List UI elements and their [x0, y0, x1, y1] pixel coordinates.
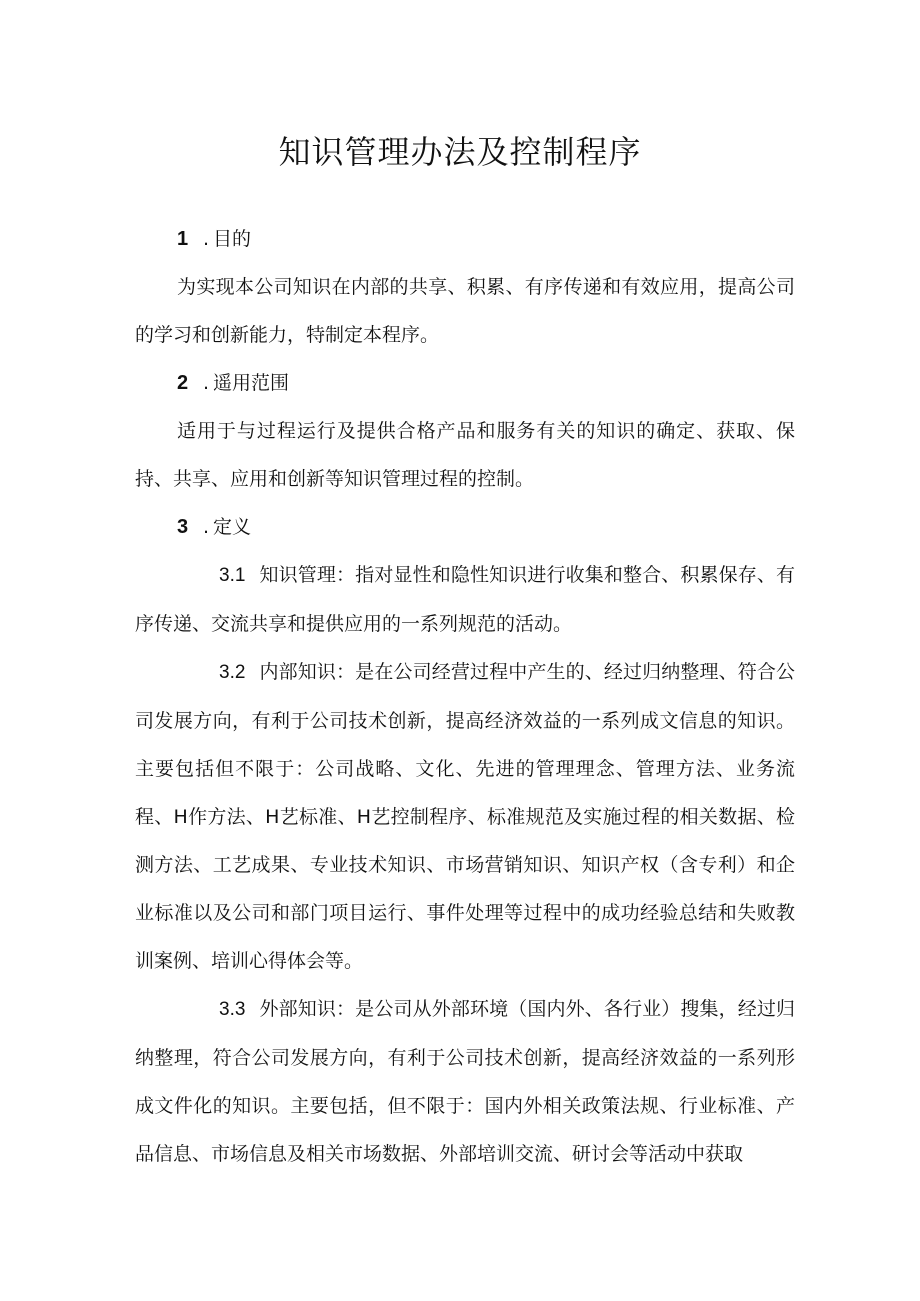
clause-text: 内部知识：是在公司经营过程中产生的、经过归纳整理、符合公司发展方向，有利于公司技术创新，提高经济效益的一系列成文信息的知识。主要包括但不限于：公司战略、文化、先进的管理理念、管理方法、业务流程、H作方法、H艺标准、H艺控制程序、标准规范及实施过程的相关数据、检测方法、工艺成果、专业技术知识、市场营销知识、知识产权（含专利）和企业标准以及公司和部门项目运行、事件处理等过程中的成功经验总结和失败教训案例、培训心得体会等。: [135, 661, 795, 972]
clause-text: 外部知识：是公司从外部环境（国内外、各行业）搜集，经过归纳整理，符合公司发展方向，有利于公司技术创新，提高经济效益的一系列形成文件化的知识。主要包括，但不限于：国内外相关政策法规、行业标准、产品信息、市场信息及相关市场数据、外部培训交流、研讨会等活动中获取: [135, 998, 795, 1165]
section-title: 定义: [213, 516, 252, 538]
section-number: 3: [177, 516, 189, 538]
clause-number: 3.2: [219, 662, 246, 683]
clause-3-1: [135, 551, 795, 648]
section-3-heading: [135, 503, 795, 551]
section-number: 2: [177, 372, 189, 394]
section-dot: .: [203, 228, 210, 250]
clause-number: 3.3: [219, 999, 246, 1020]
clause-3-2: [135, 648, 795, 985]
section-2-paragraph: 适用于与过程运行及提供合格产品和服务有关的知识的确定、获取、保持、共享、应用和创新等知识管理过程的控制。: [135, 420, 795, 490]
section-dot: .: [203, 516, 210, 538]
document-body: [135, 215, 795, 1178]
section-title: 目的: [213, 228, 252, 250]
clause-number: 3.1: [219, 565, 246, 586]
document-title: 知识管理办法及控制程序: [278, 133, 642, 171]
section-number: 1: [177, 228, 189, 250]
section-dot: .: [203, 372, 210, 394]
section-2-heading: [135, 359, 795, 407]
section-1-heading: [135, 215, 795, 263]
clause-3-3: [135, 985, 795, 1178]
section-title: 遥用范围: [213, 372, 290, 394]
section-1-paragraph: 为实现本公司知识在内部的共享、积累、有序传递和有效应用，提高公司的学习和创新能力，特制定本程序。: [135, 276, 795, 346]
clause-text: 知识管理：指对显性和隐性知识进行收集和整合、积累保存、有序传递、交流共享和提供应用的一系列规范的活动。: [135, 564, 795, 635]
